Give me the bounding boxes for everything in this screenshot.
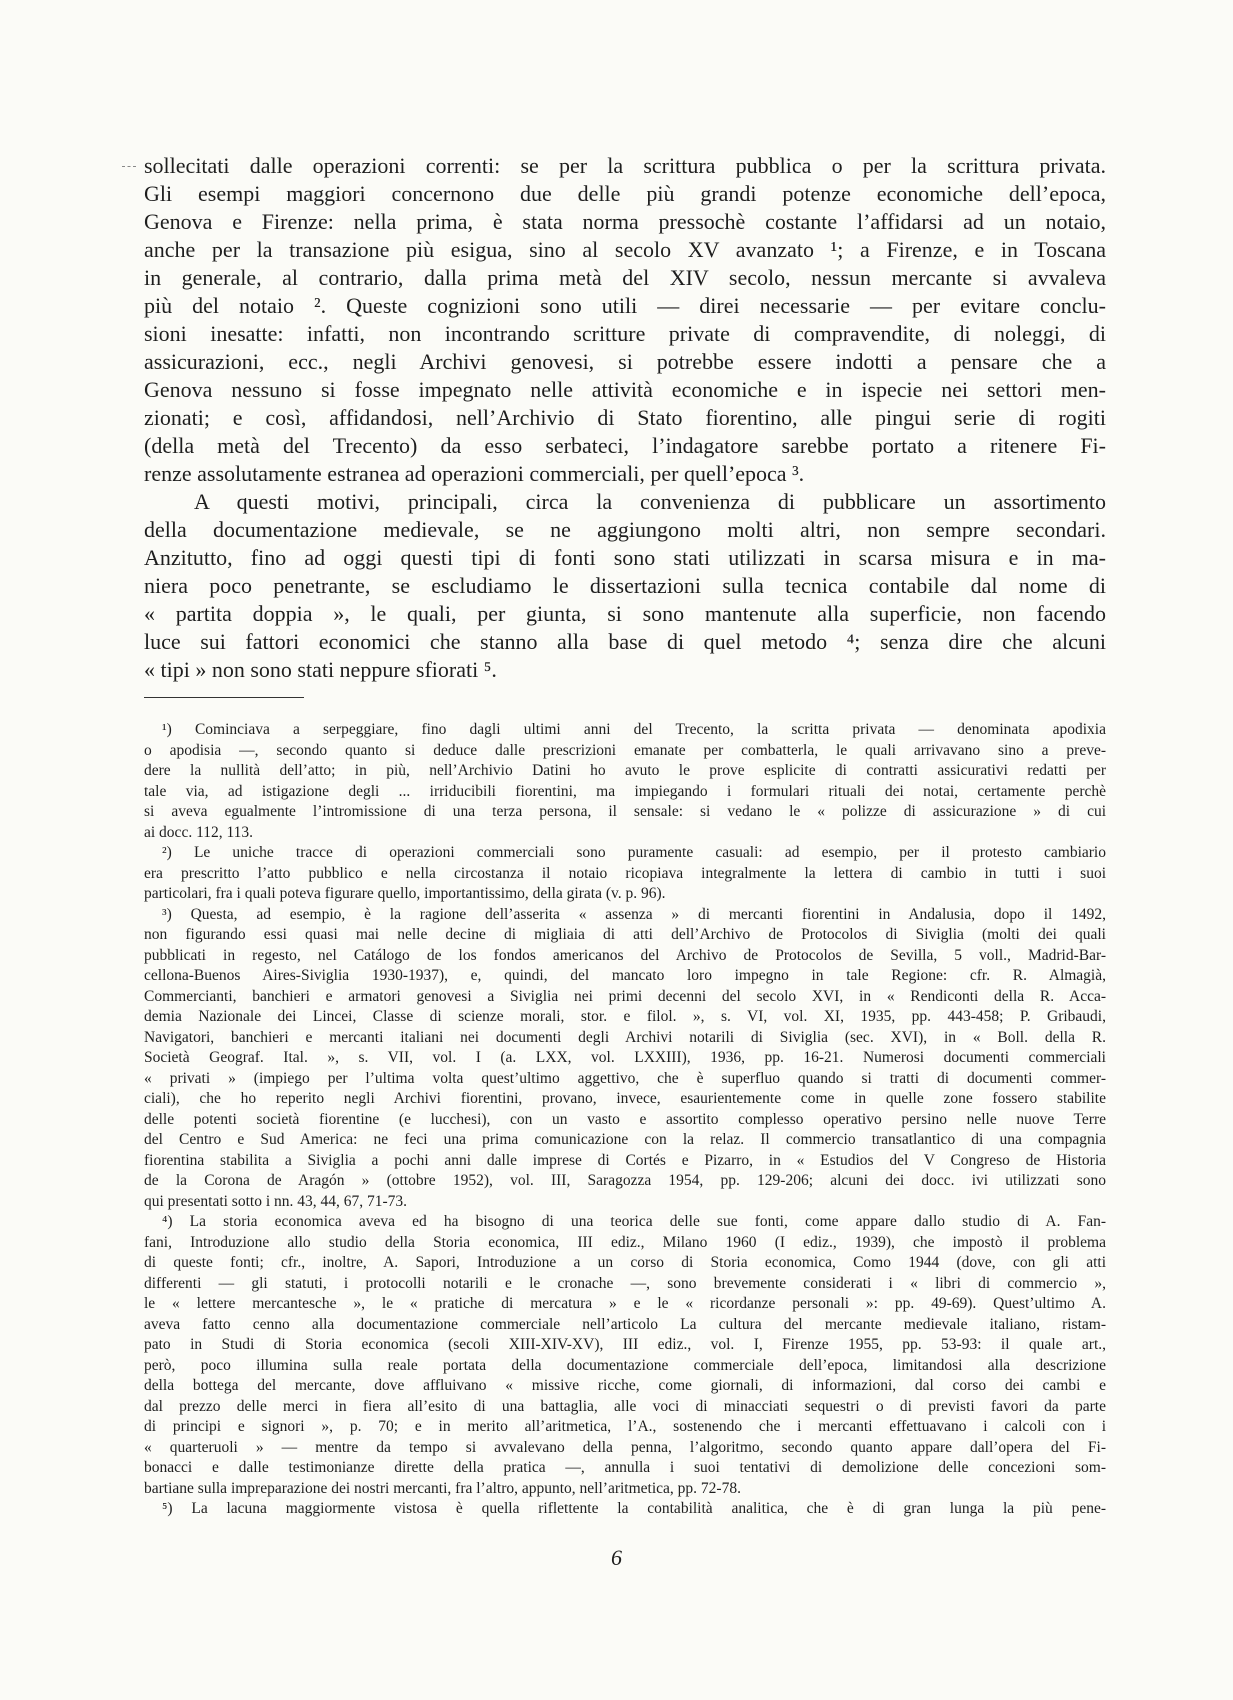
- main-text-line: sollecitati dalle operazioni correnti: se per la scrittura pubblica o per la scrittura privata.: [144, 153, 1106, 178]
- footnote-line: ⁵) La lacuna maggiormente vistosa è quella riflettente la contabilità analitica, che è di gran lunga la più pene-: [162, 1500, 1106, 1517]
- footnote-line: Società Geograf. Ital. », s. VII, vol. I (a. LXX, vol. LXXIII), 1936, pp. 16-21. Numerosi documenti commerciali: [144, 1049, 1106, 1066]
- footnote-line: demia Nazionale dei Lincei, Classe di scienze morali, stor. e filol. », s. VI, vol. XI, 1935, pp. 443-458; P. Gribaudi,: [144, 1008, 1106, 1025]
- footnote-line: si aveva egualmente l’intromissione di una terza persona, il sensale: si vedano le « polizze di assicurazione » di cui: [144, 803, 1106, 820]
- main-text-line: Genova nessuno si fosse impegnato nelle attività economiche e in ispecie nei settori men-: [144, 377, 1106, 402]
- main-text-line: A questi motivi, principali, circa la convenienza di pubblicare un assortimento: [194, 489, 1106, 514]
- footnote-separator: [144, 697, 304, 698]
- footnote-line: de la Corona de Aragón » (ottobre 1952), vol. III, Saragozza 1954, pp. 129-206; alcuni dei docc. ivi utilizzati sono: [144, 1172, 1106, 1189]
- footnote-line: bartiane sulla impreparazione dei nostri mercanti, fra l’altro, appunto, nell’aritmetica, pp. 72-78.: [144, 1479, 741, 1497]
- main-text-line: sioni inesatte: infatti, non incontrando scritture private di compravendite, di noleggi, di: [144, 321, 1106, 346]
- footnote-line: ai docc. 112, 113.: [144, 823, 254, 841]
- footnote-line: era prescritto l’atto pubblico e nella circostanza il notaio ricopiava integralmente la lettera di cambio in tutti i suoi: [144, 864, 1106, 882]
- footnote-line: dal prezzo delle merci in fiera all’esito di una battaglia, alle voci di minacciati sequestri o di previsti favori da parte: [144, 1397, 1106, 1415]
- footnote-line: dere la nullità dell’atto; in più, nell’Archivio Datini ho avuto le prove esplicite di contratti assicurativi redatti per: [144, 762, 1106, 779]
- footnote-line: fani, Introduzione allo studio della Storia economica, III ediz., Milano 1960 (I ediz., 1939), che impostò il problema: [144, 1233, 1106, 1251]
- footnote-line: di queste fonti; cfr., inoltre, A. Sapori, Introduzione a un corso di Storia economica, Como 1944 (dove, con gli atti: [144, 1254, 1106, 1271]
- main-text-line: luce sui fattori economici che stanno alla base di quel metodo ⁴; senza dire che alcuni: [144, 629, 1106, 654]
- footnote-line: qui presentati sotto i nn. 43, 44, 67, 71-73.: [144, 1192, 408, 1210]
- footnote-line: fiorentina stabilita a Siviglia a pochi anni dalle imprese di Cortés e Pizarro, in « Estudios del V Congreso de Historia: [144, 1151, 1106, 1169]
- footnotes: [144, 720, 1106, 1520]
- main-text-line: « partita doppia », le quali, per giunta, si sono mantenute alla superficie, non facendo: [144, 601, 1106, 626]
- main-text-line: Gli esempi maggiori concernono due delle più grandi potenze economiche dell’epoca,: [144, 181, 1106, 206]
- main-text-line: più del notaio ². Queste cognizioni sono utili — direi necessarie — per evitare conclu-: [144, 293, 1106, 318]
- footnote-line: della bottega del mercante, dove affluivano « missive ricche, come giornali, di informazioni, dal corso dei cambi e: [144, 1377, 1106, 1394]
- footnote-line: cellona-Buenos Aires-Siviglia 1930-1937), e, quindi, del mancato loro impegno in tale Regione: cfr. R. Almagià,: [144, 967, 1106, 984]
- main-text-line: renze assolutamente estranea ad operazioni commerciali, per quell’epoca ³.: [144, 461, 805, 486]
- footnote-line: ³) Questa, ad esempio, è la ragione dell’asserita « assenza » di mercanti fiorentini in Andalusia, dopo il 1492,: [162, 905, 1106, 923]
- footnote-line: « privati » (impiego per l’ultima volta quest’ultimo aggettivo, che è superfluo quando si tratti di documenti commer-: [144, 1069, 1106, 1087]
- footnote-line: ¹) Cominciava a serpeggiare, fino dagli ultimi anni del Trecento, la scritta privata — denominata apodixia: [162, 721, 1106, 738]
- page-number: 6: [611, 1545, 622, 1570]
- footnote-line: « quarteruoli » — mentre da tempo si avvalevano della penna, l’algoritmo, secondo quanto appare dall’opera del Fi-: [144, 1438, 1106, 1456]
- main-text-line: « tipi » non sono stati neppure sfiorati ⁵.: [144, 657, 497, 682]
- main-text-line: (della metà del Trecento) da esso serbateci, l’indagatore sarebbe portato a ritenere Fi-: [144, 433, 1106, 458]
- footnote-line: delle potenti società fiorentine (e lucchesi), con un vasto e assortito complesso operativo persino nelle nuove Terre: [144, 1110, 1106, 1128]
- footnote-line: pubblicati in regesto, nel Catálogo de los fondos americanos del Archivo de Protocolos de Sevilla, 5 voll., Madrid-Bar-: [144, 946, 1106, 964]
- footnote-line: differenti — gli statuti, i protocolli notarili e le cronache —, sono brevemente considerati i « libri di commercio »,: [144, 1274, 1106, 1292]
- footnote-line: tale via, ad istigazione degli ... irriducibili fiorentini, ma impiegando i formulari rituali dei notai, certamente perchè: [144, 782, 1106, 800]
- main-text-line: zionati; e così, affidandosi, nell’Archivio di Stato fiorentino, alle pingui serie di rogiti: [144, 405, 1106, 430]
- main-text-line: assicurazioni, ecc., negli Archivi genovesi, si potrebbe essere indotti a pensare che a: [144, 349, 1106, 374]
- footnote-line: ciali), che ho reperito negli Archivi fiorentini, provano, invece, esaurientemente come in quelle zone fossero stabilite: [144, 1090, 1106, 1107]
- footnote-line: aveva fatto cenno alla documentazione commerciale nell’articolo La cultura del mercante medievale italiano, ristam-: [144, 1315, 1106, 1333]
- footnote-line: però, poco illumina sulla reale portata della documentazione commerciale dell’epoca, limitandosi alla descrizione: [144, 1356, 1106, 1374]
- footnote-line: del Centro e Sud America: ne feci una prima comunicazione con la relaz. Il commercio transatlantico di una compagnia: [144, 1131, 1106, 1148]
- footnote-line: non figurando essi quasi mai nelle decine di migliaia di atti dell’Archivo de Protocolos di Siviglia (molti dei quali: [144, 926, 1106, 943]
- main-text-line: Anzitutto, fino ad oggi questi tipi di fonti sono stati utilizzati in scarsa misura e in ma-: [144, 545, 1106, 570]
- main-text-line: anche per la transazione più esigua, sino al secolo XV avanzato ¹; a Firenze, e in Toscana: [144, 237, 1106, 262]
- footnote-line: Commercianti, banchieri e armatori genovesi a Siviglia nei primi decenni del secolo XVI, in « Rendiconti della R. Acca-: [144, 987, 1106, 1005]
- footnote-line: pato in Studi di Storia economica (secoli XIII-XIV-XV), III ediz., vol. I, Firenze 1955, pp. 53-93: il quale art.,: [144, 1336, 1106, 1353]
- footnote-line: Navigatori, banchieri e mercanti italiani nei documenti degli Archivi notarili di Siviglia (sec. XVI), in « Boll. della R.: [144, 1028, 1106, 1046]
- margin-mark: [122, 166, 136, 167]
- footnote-line: di principi e signori », p. 70; e in merito all’aritmetica, l’A., sostenendo che i mercanti effettuavano i calcoli con i: [144, 1418, 1106, 1435]
- main-text: [144, 152, 1106, 684]
- main-text-line: in generale, al contrario, dalla prima metà del XIV secolo, nessun mercante si avvaleva: [144, 265, 1106, 290]
- footnote-line: bonacci e dalle testimonianze dirette della pratica —, annulla i suoi tentativi di demolizione delle concezioni som-: [144, 1459, 1106, 1476]
- main-text-line: della documentazione medievale, se ne aggiungono molti altri, non sempre secondari.: [144, 517, 1106, 542]
- footnote-line: ²) Le uniche tracce di operazioni commerciali sono puramente casuali: ad esempio, per il protesto cambiario: [162, 844, 1106, 861]
- footnote-line: ⁴) La storia economica aveva ed ha bisogno di una teorica delle sue fonti, come appare dallo studio di A. Fan-: [162, 1213, 1106, 1230]
- main-text-line: Genova e Firenze: nella prima, è stata norma pressochè costante l’affidarsi ad un notaio,: [144, 209, 1106, 234]
- main-text-line: niera poco penetrante, se escludiamo le dissertazioni sulla tecnica contabile dal nome di: [144, 573, 1106, 598]
- footnote-line: le « lettere mercantesche », le « pratiche di mercatura » e le « ricordanze personali »: pp. 49-69). Quest’ultimo A.: [144, 1295, 1106, 1312]
- footnote-line: particolari, fra i quali poteva figurare quello, importantissimo, della girata (v. p. 96).: [144, 885, 666, 902]
- footnote-line: o apodisia —, secondo quanto si deduce dalle prescrizioni emanate per combatterla, le quali arrivavano sino a preve-: [144, 741, 1106, 759]
